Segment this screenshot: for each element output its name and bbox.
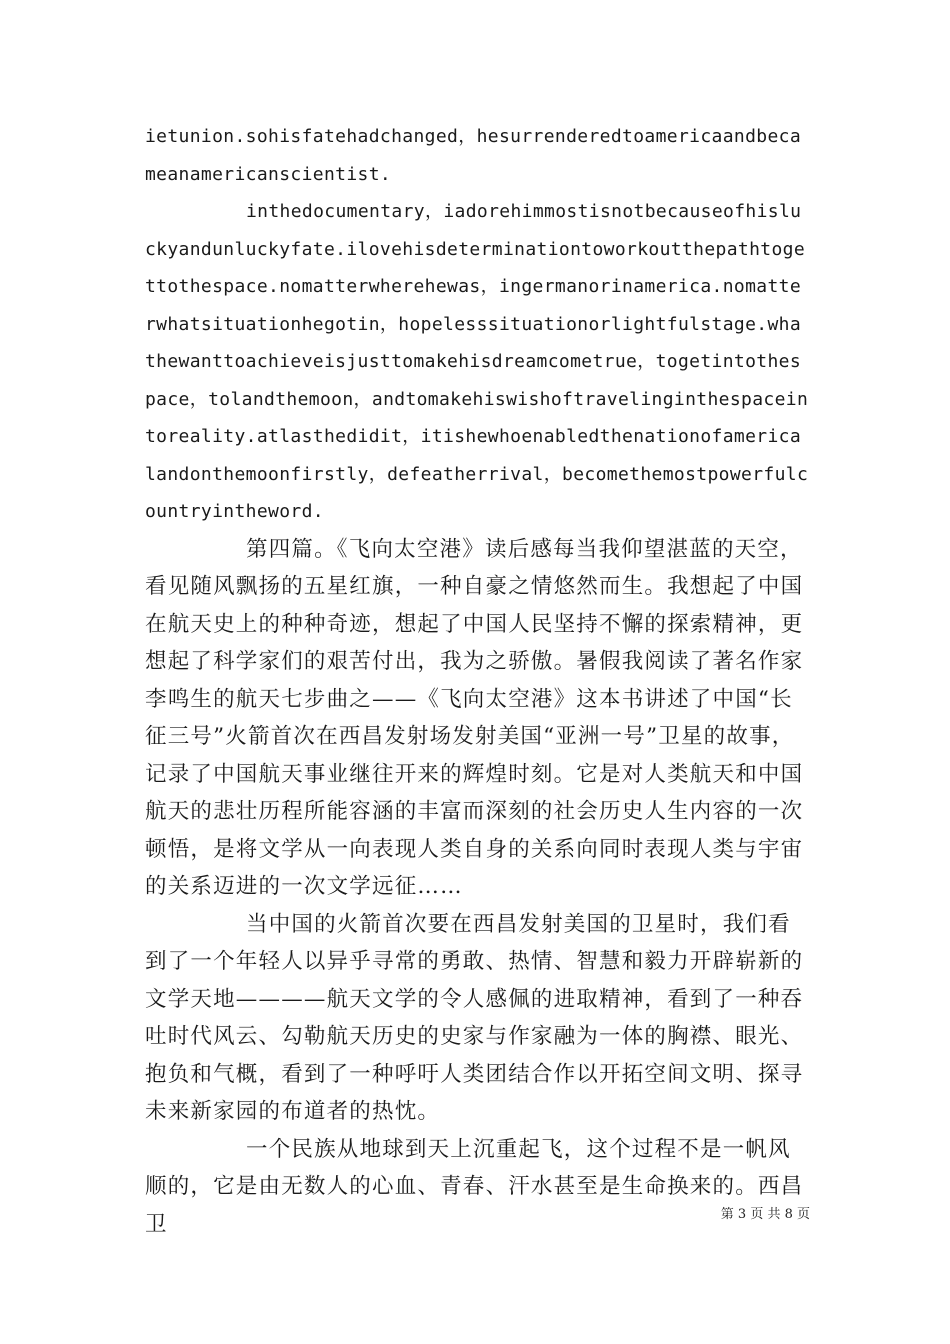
paragraph-documentary-review: inthedocumentary，iadorehimmostisnotbecauseofhisluckyandunluckyfate.ilovehisdeterminationtoworkoutthepathtogettothespace.nomatterwherehewas，ingermanorinamerica.nomatterwhatsituationhegotin，hopelesssituationorlightfulstage.whathewanttoachieveisjusttomakehisdreamcometrue，togetintothespace，tolandthemoon，andtomakehiswishoftravelinginthespaceintoreality.atlasthedidit，itishewhoenabledthenationofamericalandonthemoonfirstly，defeatherrival，becomethemostpowerfulcountryintheword. xyxy=(145,201,809,522)
page-number-footer: 第 3 页 共 8 页 xyxy=(720,1207,810,1222)
paragraph-english-continuation: ietunion.sohisfatehadchanged，hesurrenderedtoamericaandbecameanamericanscientist. xyxy=(145,126,802,185)
paragraph-nation-takeoff: 一个民族从地球到天上沉重起飞，这个过程不是一帆风顺的，它是由无数人的心血、青春、汗水甚至是生命换来的。西昌卫 xyxy=(145,1136,804,1237)
document-body xyxy=(145,118,810,1243)
paragraph-chapter-four-intro: 第四篇。《飞向太空港》读后感每当我仰望湛蓝的天空，看见随风飘扬的五星红旗，一种自豪之情悠然而生。我想起了中国在航天史上的种种奇迹，想起了中国人民坚持不懈的探索精神，更想起了科学家们的艰苦付出，我为之骄傲。暑假我阅读了著名作家李鸣生的航天七步曲之——《飞向太空港》这本书讲述了中国“长征三号”火箭首次在西昌发射场发射美国“亚洲一号”卫星的故事，记录了中国航天事业继往开来的辉煌时刻。它是对人类航天和中国航天的悲壮历程所能容涵的丰富而深刻的社会历史人生内容的一次顿悟，是将文学从一向表现人类自身的关系向同时表现人类与宇宙的关系迈进的一次文学远征…… xyxy=(145,536,804,899)
paragraph-rocket-launch: 当中国的火箭首次要在西昌发射美国的卫星时，我们看到了一个年轻人以异乎寻常的勇敢、热情、智慧和毅力开辟崭新的文学天地————航天文学的令人感佩的进取精神，看到了一种吞吐时代风云、勾勒航天历史的史家与作家融为一体的胸襟、眼光、抱负和气概，看到了一种呼吁人类团结合作以开拓空间文明、探寻未来新家园的布道者的热忱。 xyxy=(145,911,804,1124)
